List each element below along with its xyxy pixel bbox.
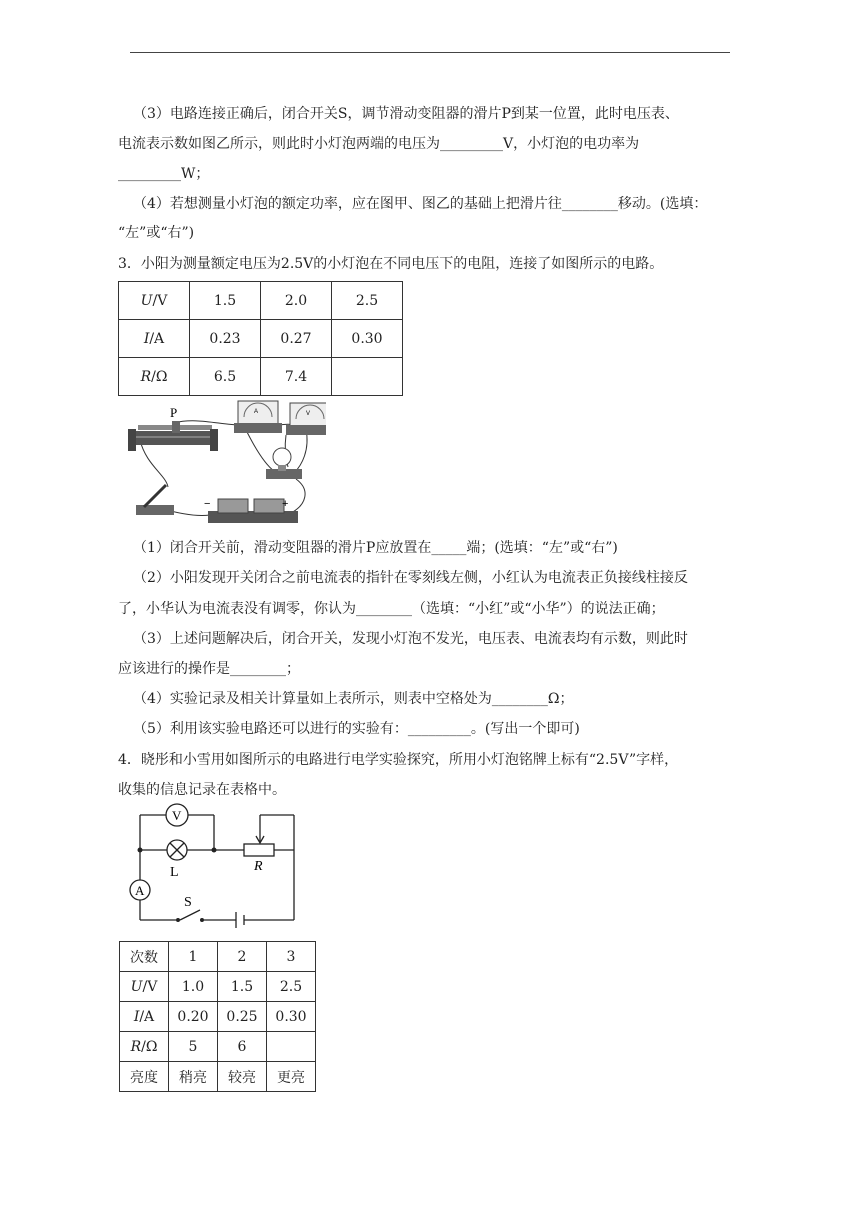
table-cell: 1.0 [169, 972, 218, 1002]
table-cell: 0.25 [218, 1002, 267, 1032]
table-cell: 稍亮 [169, 1062, 218, 1092]
text-line: _________W； [118, 166, 210, 182]
quantity-symbol: I [143, 330, 150, 347]
text-line: 了，小华认为电流表没有调零，你认为________（选填：“小红”或“小华”）的说法正确； [118, 601, 665, 617]
table-cell: 6 [218, 1032, 267, 1062]
table-row [119, 358, 403, 396]
table-cell: 7.4 [261, 358, 332, 396]
table-cell: 1.5 [218, 972, 267, 1002]
table-cell: 亮度 [120, 1062, 169, 1092]
apparatus-photo [126, 395, 326, 527]
table-cell: 0.20 [169, 1002, 218, 1032]
table-cell: 次数 [120, 942, 169, 972]
rheostat-label: R [254, 859, 263, 874]
slider-label: P [170, 405, 178, 420]
quantity-symbol: R [140, 368, 152, 385]
voltmeter-symbol [166, 804, 188, 826]
table-row [120, 942, 316, 972]
table-cell: 较亮 [218, 1062, 267, 1092]
text-line: 电流表示数如图乙所示，则此时小灯泡两端的电压为_________V，小灯泡的电功率为 [118, 136, 640, 152]
quantity-symbol: U [130, 978, 143, 995]
header-rule [130, 52, 730, 53]
lamp [266, 448, 302, 479]
table-cell: 5 [169, 1032, 218, 1062]
table-row [119, 320, 403, 358]
question-3-stem: 3．小阳为测量额定电压为2.5V的小灯泡在不同电压下的电阻，连接了如图所示的电路。 [118, 256, 664, 272]
unit: /Ω [141, 1038, 158, 1055]
quantity-symbol: U [140, 292, 153, 309]
quantity-symbol: R [130, 1038, 142, 1055]
lamp-label: L [170, 865, 179, 880]
circuit-diagram [120, 800, 310, 935]
table-row [120, 1062, 316, 1092]
table-cell [267, 1032, 316, 1062]
text-line: （4）实验记录及相关计算量如上表所示，则表中空格处为________Ω； [133, 691, 574, 707]
table-cell: 更亮 [267, 1062, 316, 1092]
voltmeter-label: V [172, 808, 182, 823]
question-4-stem: 4．晓彤和小雪用如图所示的电路进行电学实验探究，所用小灯泡铭牌上标有“2.5V”字样， [118, 752, 679, 768]
quantity-symbol: I [133, 1008, 140, 1025]
text-line: （2）小阳发现开关闭合之前电流表的指针在零刻线左侧，小红认为电流表正负接线柱接反 [133, 570, 688, 586]
table-cell: 1.5 [190, 282, 261, 320]
switch [136, 485, 174, 515]
table-cell: 0.27 [261, 320, 332, 358]
table-row [120, 972, 316, 1002]
data-table-2 [119, 941, 316, 1092]
text-line: （3）电路连接正确后，闭合开关S，调节滑动变阻器的滑片P到某一位置，此时电压表、 [133, 106, 679, 122]
unit: /Ω [151, 368, 168, 385]
text-line: （5）利用该实验电路还可以进行的实验有：_________。(写出一个即可) [133, 721, 580, 737]
table-cell: 0.30 [332, 320, 403, 358]
ammeter-label: A [135, 883, 145, 898]
voltmeter [286, 403, 326, 435]
ammeter-symbol [130, 880, 150, 900]
table-cell: 3 [267, 942, 316, 972]
table-cell: 2.0 [261, 282, 332, 320]
text-line: （1）闭合开关前，滑动变阻器的滑片P应放置在_____端；(选填：“左”或“右”) [133, 540, 618, 556]
ammeter [234, 401, 282, 433]
voltmeter-label: V [306, 411, 311, 417]
positive-terminal-label: + [282, 498, 289, 510]
text-line: “左”或“右”) [118, 225, 195, 241]
lamp-symbol [167, 840, 187, 860]
table-cell: 6.5 [190, 358, 261, 396]
table-row [120, 1002, 316, 1032]
table-cell: 2 [218, 942, 267, 972]
table-cell: 2.5 [332, 282, 403, 320]
table-cell: 2.5 [267, 972, 316, 1002]
ammeter-label: A [254, 409, 259, 415]
data-table-1 [118, 281, 403, 396]
table-row [119, 282, 403, 320]
text-line: 收集的信息记录在表格中。 [118, 782, 286, 798]
table-cell: 1 [169, 942, 218, 972]
text-line: 应该进行的操作是________； [118, 661, 300, 677]
table-cell [332, 358, 403, 396]
unit: /A [139, 1008, 155, 1025]
table-cell: 0.23 [190, 320, 261, 358]
unit: /V [152, 292, 168, 309]
unit: /A [149, 330, 165, 347]
switch-label: S [184, 895, 192, 910]
table-cell: 0.30 [267, 1002, 316, 1032]
text-line: （4）若想测量小灯泡的额定功率，应在图甲、图乙的基础上把滑片往________移动。(选填： [133, 196, 708, 212]
table-row [120, 1032, 316, 1062]
unit: /V [142, 978, 158, 995]
negative-terminal-label: − [204, 498, 211, 510]
text-line: （3）上述问题解决后，闭合开关，发现小灯泡不发光，电压表、电流表均有示数，则此时 [133, 631, 688, 647]
